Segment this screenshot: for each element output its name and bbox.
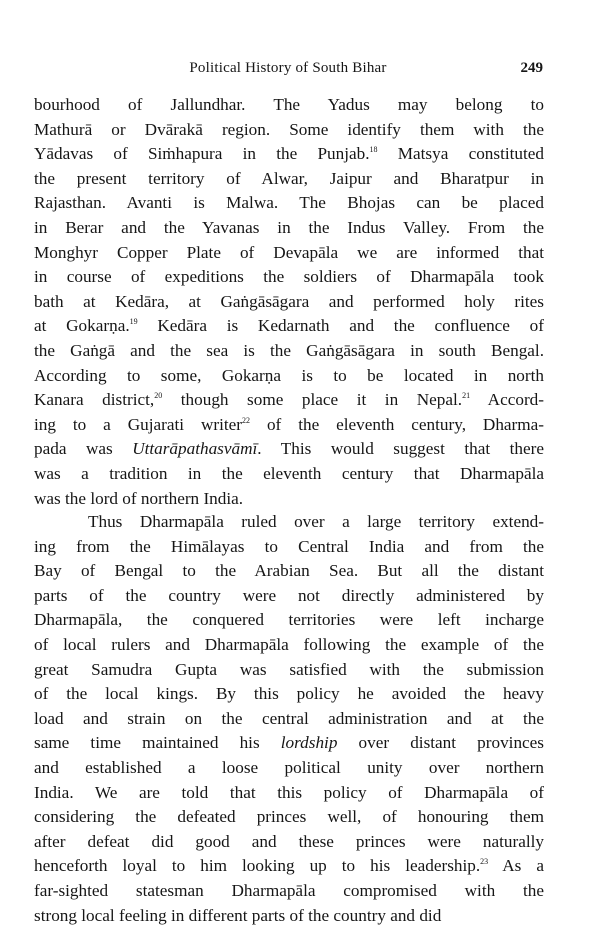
running-title: Political History of South Bihar: [189, 60, 387, 76]
text-run: Matsya constituted: [377, 144, 544, 164]
text-run: ing from the Himālayas to Central India and from the: [34, 536, 544, 556]
text-line: [34, 781, 544, 806]
text-run: parts of the country were not directly administered by: [34, 585, 544, 605]
text-line: [34, 462, 544, 487]
text-line: [34, 314, 544, 339]
page-number: 249: [520, 60, 543, 76]
text-run: India. We are told that this policy of Dharmapāla of: [34, 782, 544, 802]
text-run: great Samudra Gupta was satisfied with the submission: [34, 659, 544, 679]
text-line: [34, 216, 544, 241]
text-line: [34, 756, 544, 781]
text-run: of local rulers and Dharmapāla following the example of the: [34, 634, 544, 654]
text-run: in Berar and the Yavanas in the Indus Valley. From the: [34, 217, 544, 237]
text-run: same time maintained his: [34, 733, 281, 753]
text-run: Rajasthan. Avanti is Malwa. The Bhojas can be placed: [34, 193, 544, 213]
text-line: [34, 191, 544, 216]
text-line: [34, 339, 544, 364]
footnote-ref: 18: [369, 145, 378, 155]
text-line: [34, 830, 544, 855]
paragraph-1: [34, 93, 544, 511]
italic-term: Uttarāpathasvāmī: [132, 439, 258, 459]
footnote-ref: 20: [154, 391, 163, 401]
text-run: Bay of Bengal to the Arabian Sea. But all the distant: [34, 561, 544, 581]
text-line: [34, 265, 544, 290]
text-line: [34, 854, 544, 879]
text-line: [34, 658, 544, 683]
text-run: Kanara district,: [34, 390, 155, 410]
paragraph-2: [34, 510, 544, 928]
text-line: [34, 682, 544, 707]
text-run: in course of expeditions the soldiers of Dharmapāla took: [34, 267, 544, 287]
text-run: Mathurā or Dvārakā region. Some identify them with the: [34, 119, 544, 139]
text-run: of the local kings. By this policy he avoided the heavy: [34, 684, 544, 704]
text-run: bourhood of Jallundhar. The Yadus may belong to: [34, 95, 544, 114]
text-line: [34, 731, 544, 756]
text-line: [34, 487, 544, 512]
text-line: [34, 510, 544, 535]
text-run: Dharmapāla, the conquered territories were left incharge: [34, 610, 544, 630]
text-run: Monghyr Copper Plate of Devapāla we are informed that: [34, 242, 544, 262]
text-line: [34, 241, 544, 266]
text-run: Yādavas of Siṁhapura in the Punjab.: [34, 144, 370, 164]
text-run: over distant provinces: [337, 733, 544, 753]
running-head: [33, 60, 543, 82]
footnote-ref: 23: [480, 857, 489, 867]
text-line: [34, 904, 544, 929]
text-line: [34, 388, 544, 413]
text-run: far-sighted statesman Dharmapāla compromised with the: [34, 880, 544, 900]
text-line: [34, 879, 544, 904]
text-run: According to some, Gokarṇa is to be located in north: [34, 365, 544, 385]
text-line: [34, 413, 544, 438]
text-run: was the lord of northern India.: [34, 488, 244, 508]
text-run: pada was: [34, 439, 133, 459]
text-run: henceforth loyal to him looking up to his leadership.: [34, 856, 481, 876]
text-run: strong local feeling in different parts of the country and did: [34, 905, 442, 925]
footnote-ref: 21: [462, 391, 471, 401]
text-run: the present territory of Alwar, Jaipur and Bharatpur in: [34, 168, 544, 188]
text-line: [34, 142, 544, 167]
text-run: at Gokarṇa.: [34, 316, 130, 336]
text-line: [34, 559, 544, 584]
italic-term: lordship: [280, 733, 338, 753]
text-run: Thus Dharmapāla ruled over a large territory extend-: [88, 512, 544, 531]
footnote-ref: 19: [129, 317, 138, 327]
text-run: the Gaṅgā and the sea is the Gaṅgāsāgara in south Bengal.: [34, 340, 544, 360]
text-run: load and strain on the central administration and at the: [34, 708, 544, 728]
text-line: [34, 437, 544, 462]
text-run: though some place it in Nepal.: [162, 390, 463, 410]
text-run: Accord-: [470, 390, 544, 410]
text-line: [34, 290, 544, 315]
text-run: bath at Kedāra, at Gaṅgāsāgara and performed holy rites: [34, 291, 544, 311]
text-run: of the eleventh century, Dharma-: [250, 414, 544, 434]
text-line: [34, 364, 544, 389]
text-run: considering the defeated princes well, of honouring them: [34, 807, 544, 827]
text-line: [34, 608, 544, 633]
text-line: [34, 167, 544, 192]
text-line: [34, 535, 544, 560]
text-line: [34, 633, 544, 658]
footnote-ref: 22: [242, 415, 251, 425]
text-run: after defeat did good and these princes were naturally: [34, 831, 544, 851]
text-line: [34, 707, 544, 732]
text-run: and established a loose political unity over northern: [34, 757, 544, 777]
text-run: Kedāra is Kedarnath and the confluence of: [137, 316, 544, 336]
text-line: [34, 93, 544, 118]
text-run: . This would suggest that there: [257, 439, 544, 459]
text-run: As a: [488, 856, 544, 876]
text-run: was a tradition in the eleventh century that Dharmapāla: [34, 463, 544, 483]
text-line: [34, 805, 544, 830]
text-line: [34, 118, 544, 143]
text-run: ing to a Gujarati writer: [34, 414, 243, 434]
text-line: [34, 584, 544, 609]
